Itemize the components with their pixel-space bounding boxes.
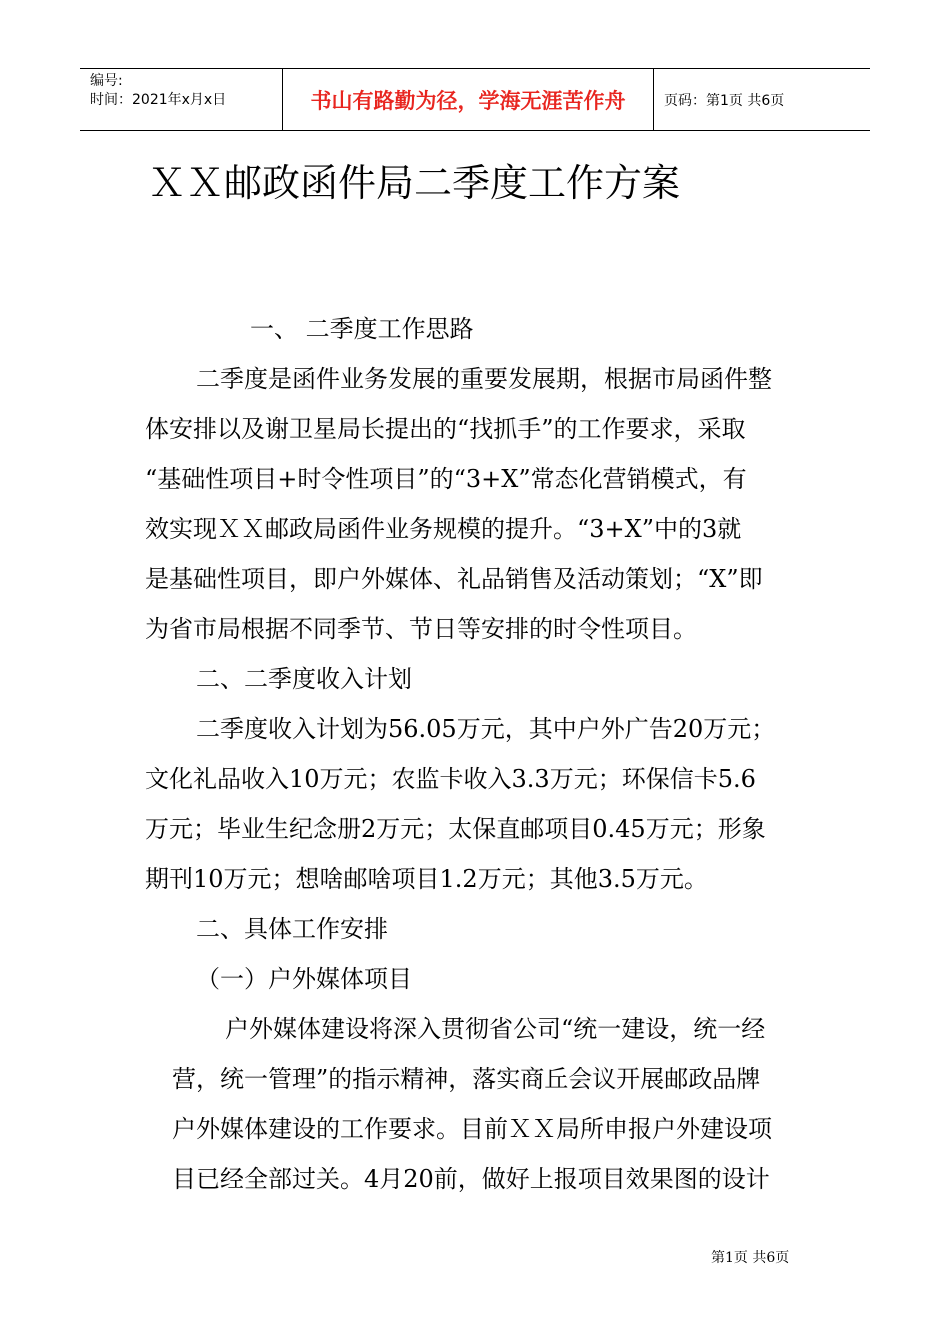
paragraph-line: 户外媒体建设的工作要求。目前ＸＸ局所申报户外建设项 [172,1115,772,1143]
paragraph-line: 文化礼品收入10万元；农监卡收入3.3万元；环保信卡5.6 [145,765,756,793]
paragraph-line: 期刊10万元；想啥邮啥项目1.2万元；其他3.5万元。 [145,865,708,893]
paragraph-line: 二季度收入计划为56.05万元，其中户外广告20万元； [196,715,776,743]
section-heading-3: 二、具体工作安排 [196,915,388,943]
subsection-heading: （一）户外媒体项目 [196,965,412,993]
header-meta [80,69,282,130]
page-header [80,68,870,131]
section-heading-2: 二、二季度收入计划 [196,665,412,693]
paragraph-line: 是基础性项目，即户外媒体、礼品销售及活动策划；“X”即 [145,565,763,593]
paragraph-line: 目已经全部过关。4月20前，做好上报项目效果图的设计 [172,1165,770,1193]
paragraph-line: 二季度是函件业务发展的重要发展期，根据市局函件整 [196,365,772,393]
page-footer: 第1页 共6页 [711,1250,790,1266]
document-title: ＸＸ邮政函件局二季度工作方案 [148,161,681,205]
paragraph-line: 户外媒体建设将深入贯彻省公司“统一建设，统一经 [225,1015,766,1043]
header-motto: 书山有路勤为径，学海无涯苦作舟 [282,69,654,130]
paragraph-line: 体安排以及谢卫星局长提出的“找抓手”的工作要求，采取 [145,415,746,443]
paragraph-line: 万元；毕业生纪念册2万元；太保直邮项目0.45万元；形象 [145,815,766,843]
section-heading-1: 一、 二季度工作思路 [250,315,474,343]
paragraph-line: 为省市局根据不同季节、节日等安排的时令性项目。 [145,615,697,643]
number-label: 编号: [90,73,123,89]
paragraph-line: 营，统一管理”的指示精神，落实商丘会议开展邮政品牌 [172,1065,761,1093]
paragraph-line: “基础性项目+时令性项目”的“3+X”常态化营销模式，有 [145,465,747,493]
paragraph-line: 效实现ＸＸ邮政局函件业务规模的提升。“3+X”中的3就 [145,515,742,543]
time-label: 时间：2021年x月x日 [90,92,227,108]
header-page-label: 页码：第1页 共6页 [664,92,785,109]
